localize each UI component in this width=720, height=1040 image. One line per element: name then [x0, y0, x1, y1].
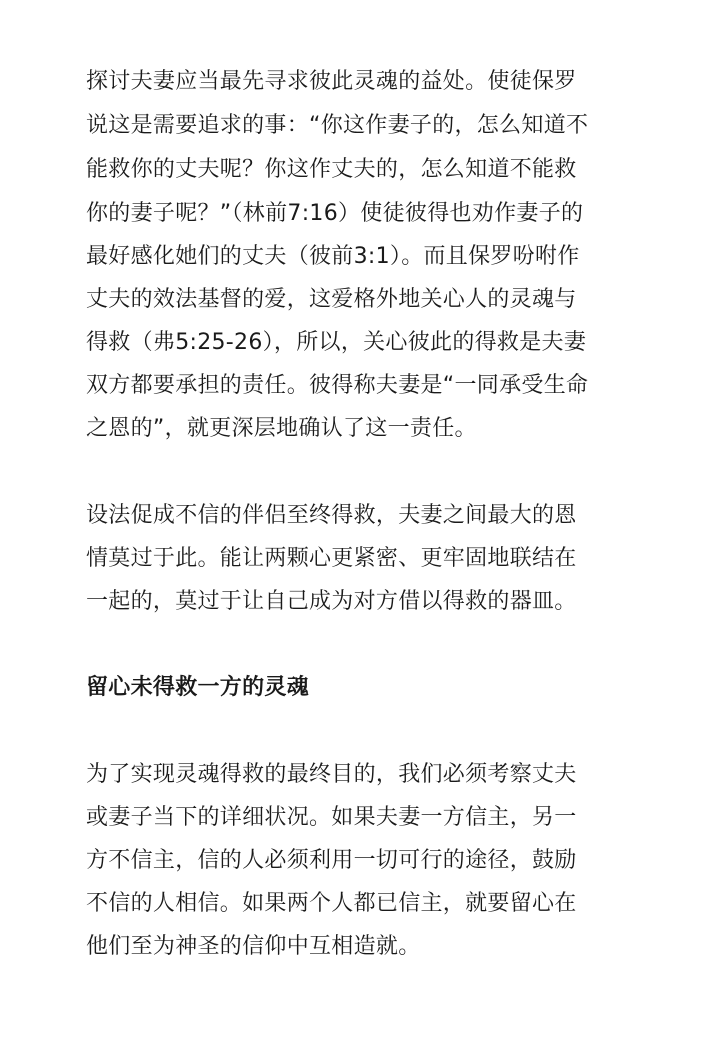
paragraph-3-line-2: 或妻子当下的详细状况。如果夫妻一方信主，另一	[86, 805, 577, 830]
paragraph-1-line-8: 双方都要承担的责任。彼得称夫妻是“一同承受生命	[86, 373, 589, 398]
paragraph-1-line-7: 得救（弗5:25-26），所以，关心彼此的得救是夫妻	[86, 330, 587, 355]
paragraph-1-line-5: 最好感化她们的丈夫（彼前3:1）。而且保罗吩咐作	[86, 244, 580, 269]
paragraph-1-line-3: 能救你的丈夫呢？你这作丈夫的，怎么知道不能救	[86, 157, 577, 182]
paragraph-1-line-6: 丈夫的效法基督的爱，这爱格外地关心人的灵魂与	[86, 287, 577, 312]
paragraph-3-line-1: 为了实现灵魂得救的最终目的，我们必须考察丈夫	[86, 762, 577, 787]
paragraph-1-line-2: 说这是需要追求的事：“你这作妻子的，怎么知道不	[86, 113, 589, 138]
paragraph-2-line-2: 情莫过于此。能让两颗心更紧密、更牢固地联结在	[86, 546, 577, 571]
paragraph-2-line-1: 设法促成不信的伴侣至终得救，夫妻之间最大的恩	[86, 503, 577, 528]
paragraph-3-line-3: 方不信主，信的人必须利用一切可行的途径，鼓励	[86, 848, 577, 873]
paragraph-1-line-9: 之恩的”，就更深层地确认了这一责任。	[86, 416, 477, 441]
section-heading: 留心未得救一方的灵魂	[86, 675, 310, 700]
paragraph-1-line-1: 探讨夫妻应当最先寻求彼此灵魂的益处。使徒保罗	[86, 69, 577, 94]
paragraph-3-line-5: 他们至为神圣的信仰中互相造就。	[86, 934, 421, 959]
paragraph-3-line-4: 不信的人相信。如果两个人都已信主，就要留心在	[86, 891, 577, 916]
paragraph-2-line-3: 一起的，莫过于让自己成为对方借以得救的器皿。	[86, 589, 577, 614]
paragraph-1-line-4: 你的妻子呢？”（林前7:16）使徒彼得也劝作妻子的	[86, 201, 584, 226]
